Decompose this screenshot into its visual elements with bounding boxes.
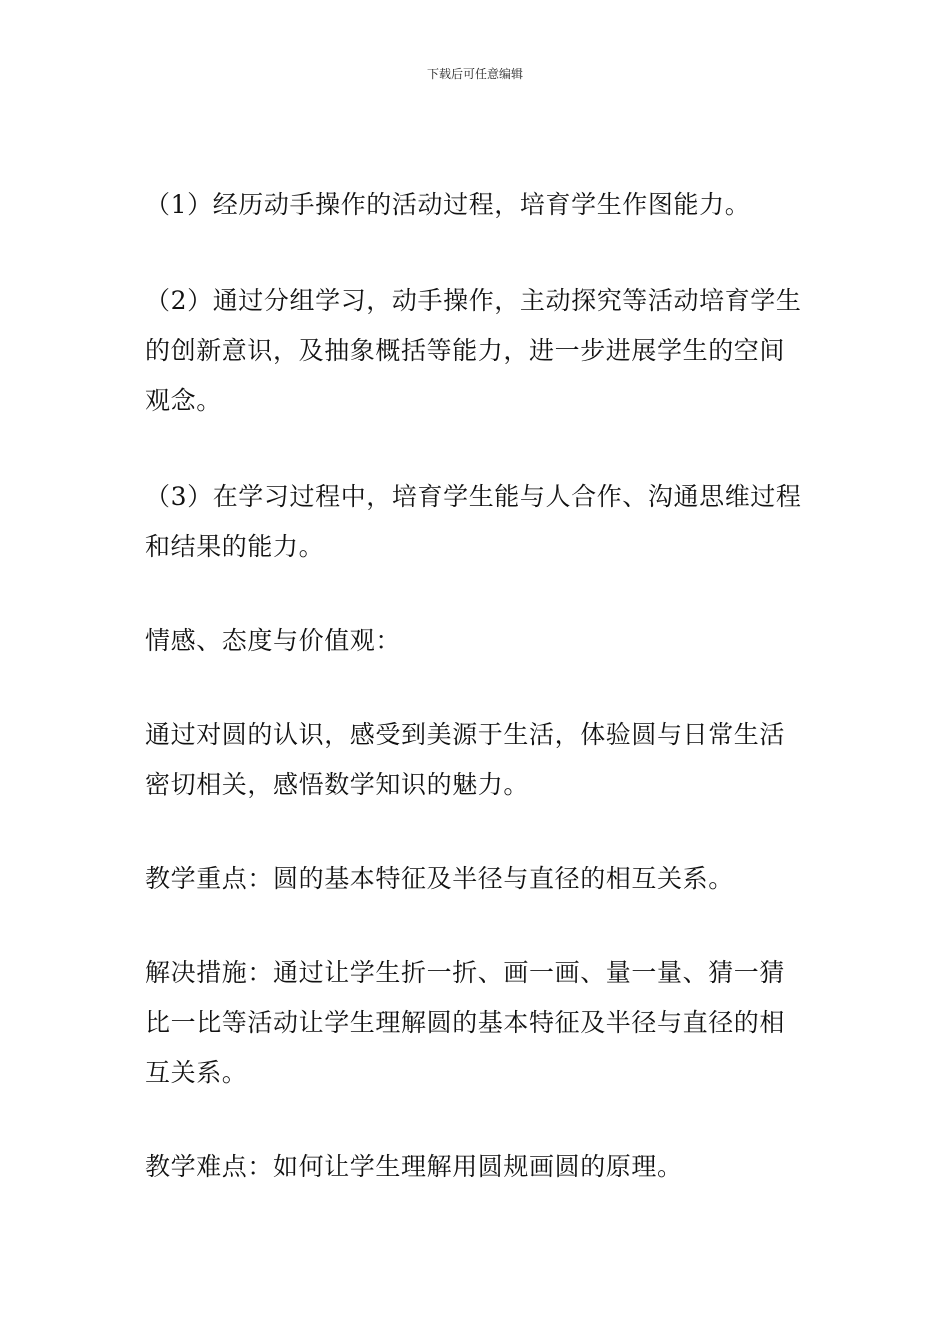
paragraph-group-learning: （2）通过分组学习，动手操作，主动探究等活动培育学生的创新意识，及抽象概括等能力，进一步进展学生的空间观念。 xyxy=(145,286,802,415)
page-header-note: 下载后可任意编辑 xyxy=(426,67,523,81)
paragraph-teaching-difficulty: 教学难点：如何让学生理解用圆规画圆的原理。 xyxy=(145,1152,683,1181)
section-heading-values: 情感、态度与价值观： xyxy=(145,626,402,655)
document-body xyxy=(145,180,810,1192)
paragraph-solutions: 解决措施：通过让学生折一折、画一画、量一量、猜一猜比一比等活动让学生理解圆的基本特征及半径与直径的相互关系。 xyxy=(145,958,786,1087)
paragraph-process-ability: （1）经历动手操作的活动过程，培育学生作图能力。 xyxy=(145,190,751,219)
paragraph-cooperation: （3）在学习过程中，培育学生能与人合作、沟通思维过程和结果的能力。 xyxy=(145,482,802,561)
paragraph-values: 通过对圆的认识，感受到美源于生活，体验圆与日常生活密切相关，感悟数学知识的魅力。 xyxy=(145,720,786,799)
paragraph-teaching-focus: 教学重点：圆的基本特征及半径与直径的相互关系。 xyxy=(145,864,734,893)
